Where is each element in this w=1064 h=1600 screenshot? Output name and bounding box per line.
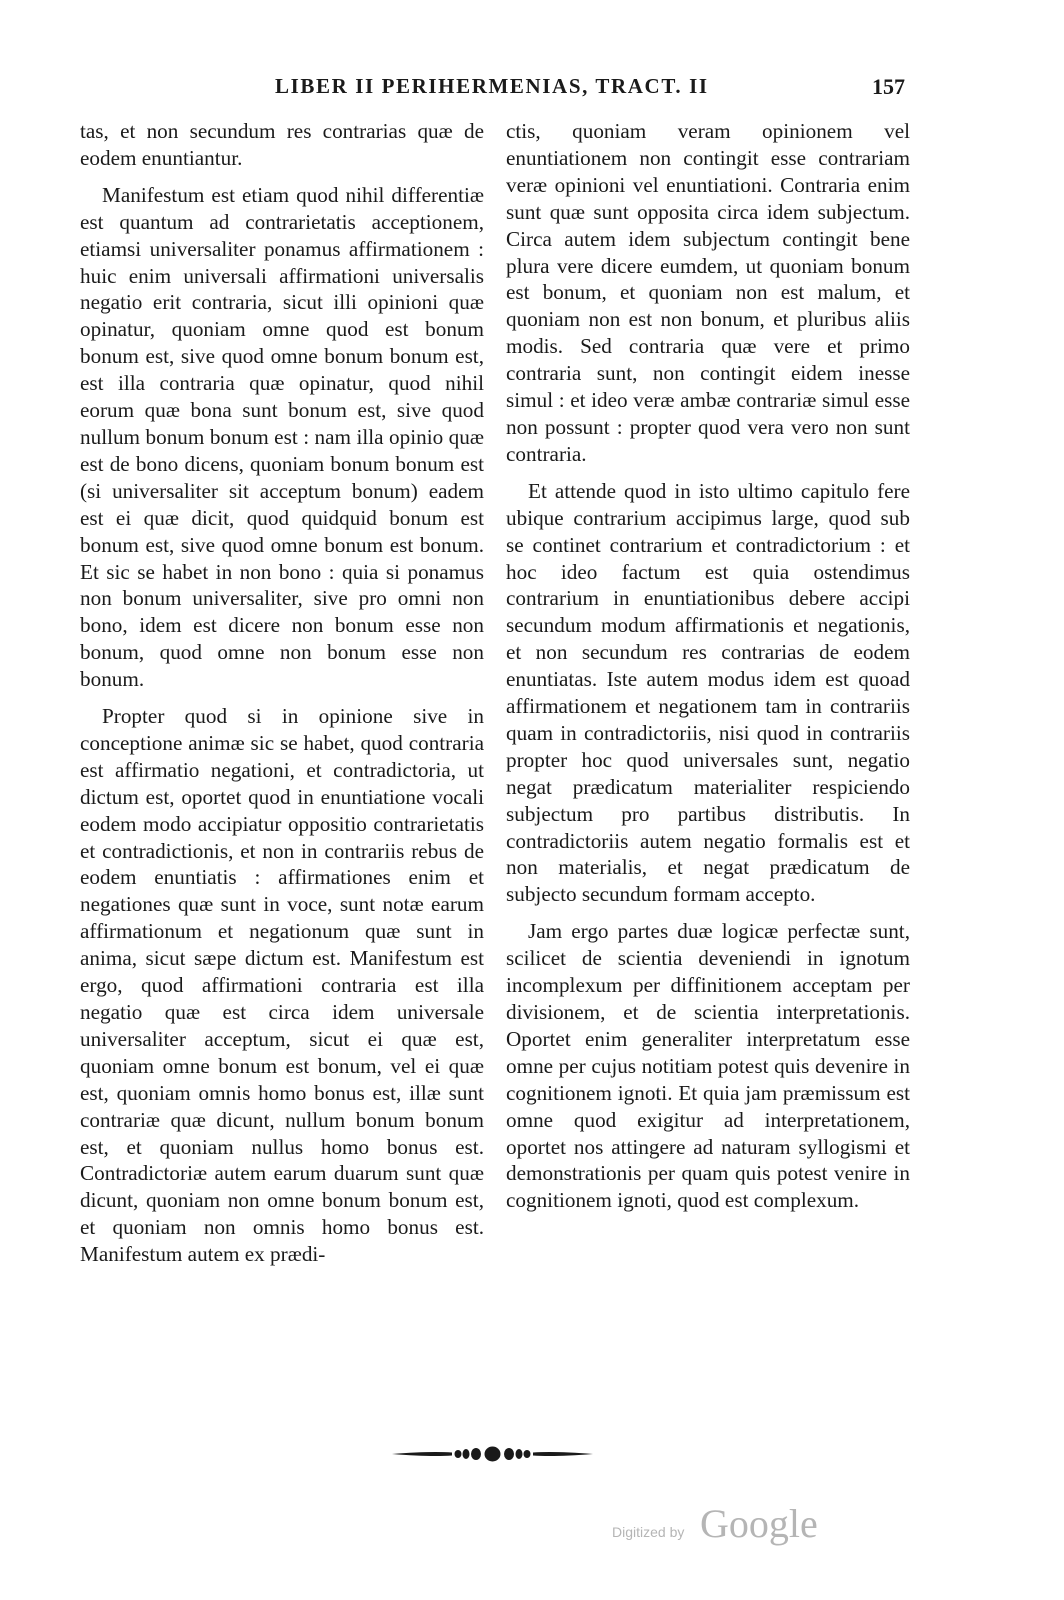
google-logo-text: Google — [700, 1501, 818, 1546]
digitized-by-text: Digitized by — [612, 1524, 685, 1540]
right-paragraph-2: Et attende quod in isto ultimo capitulo fere ubique contrarium accipimus large, quod sub se continet contrarium et contradictorium : et hoc ideo factum est quia ostendimus contrarium in enuntiationibus debere accipi secundum modum affirmationis et negationis, et non secundum res contrarias de eodem enuntiatas. Iste autem modus idem est quoad affirmationem et negationem tam in contrariis quam in contradictoriis, nisi quod in contrariis propter hoc quod universales sunt, negatio negat prædicatum materialiter respiciendo subjectum pro partibus distributis. In contradictoriis autem negatio formalis est et non materialis, et negat prædicatum de subjecto secundum formam accepto. — [506, 478, 910, 907]
left-column — [80, 118, 484, 1278]
end-ornament-icon — [390, 1442, 595, 1466]
right-paragraph-1: ctis, quoniam veram opinionem vel enuntiationem non contingit esse contrariam veræ opinioni vel enuntiationi. Contraria enim sunt quæ sunt opposita circa idem subjectum. Circa autem idem subjectum contingit bene plura vere dicere eumdem, ut quoniam bonum est bonum, et quoniam non est malum, et quoniam non est non bonum, et pluribus aliis modis. Sed contraria quæ vere et primo contraria sunt, non contingit eidem inesse simul : et ideo veræ ambæ contrariæ simul esse non possunt : propter quod vera vero non sunt contraria. — [506, 119, 910, 466]
right-column — [506, 118, 910, 1224]
page-header — [0, 74, 1064, 104]
right-paragraph-3: Jam ergo partes duæ logicæ perfectæ sunt, scilicet de scientia deveniendi in ignotum incomplexum per diffinitionem acceptam per divisionem, et de scientia interpretationis. Oportet enim generaliter interpretatum esse omne per cujus notitiam potest quis devenire in cognitionem ignoti. Et quia jam præmissum est omne quod exigitur ad interpretationem, oportet nos attingere ad naturam syllogismi et demonstrationis per quam quis potest venire in cognitionem ignoti, quod est complexum. — [506, 919, 910, 1213]
left-paragraph-3: Propter quod si in opinione sive in conceptione animæ sic se habet, quod contraria est affirmatio negationi, et contradictoria, ut dictum est, oportet quod in enuntiatione vocali eodem modo accipiatur oppositio contrarietatis et contradictionis, et non in contrariis rebus de eodem enuntiatis : affirmationes enim et negationes quæ sunt in voce, sunt notæ earum affirmationum et negationum quæ sunt in anima, sicut sæpe dictum est. Manifestum est ergo, quod affirmationi contraria est illa negatio quæ est circa idem universale universaliter acceptum, sicut ei quæ est, quoniam omne bonum est bonum, vel ei quæ est, quoniam omnis homo bonus est, illæ sunt contrariæ quæ dicunt, nullum bonum bonum est, et quoniam nullus homo bonus est. Contradictoriæ autem earum duarum sunt quæ dicunt, quoniam non omne bonum bonum est, et quoniam non omnis homo bonus est. Manifestum autem ex prædi- — [80, 704, 484, 1267]
left-paragraph-2: Manifestum est etiam quod nihil differentiæ est quantum ad contrarietatis acceptionem, etiamsi universaliter ponamus affirmationem : huic enim universali affirmationi universalis negatio erit contraria, sicut illi opinioni quæ opinatur, quoniam omne quod est bonum bonum est, sive quod omne bonum bonum est, est illa contraria quæ opinatur, quod nihil eorum quæ bona sunt bonum est, sive quod nullum bonum bonum est : nam illa opinio quæ est de bono dicens, quoniam bonum bonum est (si universaliter sit acceptum bonum) eadem est ei quæ dicit, quod quidquid bonum est bonum est, sive quod omne bonum est bonum. Et sic se habet in non bono : quia si ponamus non bonum universaliter, sive pro omni non bono, idem est dicere non bonum esse non bonum, quod omne non bonum esse non bonum. — [80, 182, 484, 692]
running-head: LIBER II PERIHERMENIAS, TRACT. II — [275, 74, 709, 98]
left-paragraph-1: tas, et non secundum res contrarias quæ de eodem enuntiantur. — [80, 119, 484, 170]
page-number: 157 — [872, 74, 905, 99]
